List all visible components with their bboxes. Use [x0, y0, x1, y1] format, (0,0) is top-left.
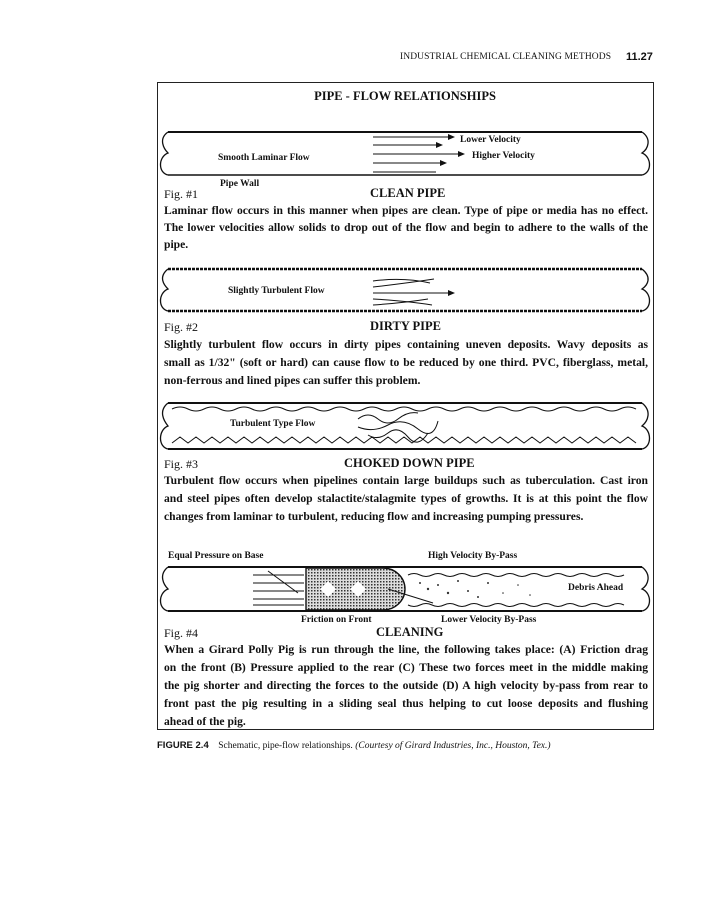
body-line: the pig shorter and directing the forces to the outside (D) A high velocity by-pass from rear to: [164, 679, 648, 692]
fig-number: Fig. #3: [164, 457, 199, 471]
panel-heading: CLEAN PIPE: [370, 186, 446, 200]
caption-text: Schematic, pipe-flow relationships.: [218, 741, 353, 751]
label-pipe-wall: Pipe Wall: [220, 179, 260, 189]
fig-number: Fig. #1: [164, 187, 199, 201]
label-lower-velocity: Lower Velocity: [460, 135, 521, 145]
figure-title: PIPE - FLOW RELATIONSHIPS: [314, 89, 496, 103]
body-line: ahead of the pig.: [164, 715, 246, 728]
label-debris-ahead: Debris Ahead: [568, 583, 624, 593]
running-header: INDUSTRIAL CHEMICAL CLEANING METHODS: [400, 52, 612, 62]
body-line: front past the pig resulting in a sliding seal thus helping to cut loose deposits and flushing: [164, 697, 648, 710]
body-line: small as 1/32" (soft or hard) can cause flow to be reduced by one third. PVC, fiberglass, metal,: [164, 356, 648, 369]
label-smooth-laminar-flow: Smooth Laminar Flow: [218, 153, 310, 163]
figure-caption: [157, 740, 551, 751]
label-friction-on-front: Friction on Front: [301, 615, 372, 625]
body-line: Turbulent flow occurs when pipelines contain large buildups such as tuberculation. Cast iron: [164, 474, 648, 487]
caption-label: FIGURE 2.4: [157, 740, 209, 751]
label-higher-velocity: Higher Velocity: [472, 151, 535, 161]
body-line: non-ferrous and lined pipes can suffer this problem.: [164, 374, 421, 387]
label-equal-pressure-on-base: Equal Pressure on Base: [168, 551, 264, 561]
label-turbulent-type-flow: Turbulent Type Flow: [230, 419, 316, 429]
body-line: changes from laminar to turbulent, reducing flow and increasing pumping pressures.: [164, 510, 584, 523]
panel-heading: DIRTY PIPE: [370, 319, 441, 333]
body-line: The lower velocities allow solids to drop out of the flow and begin to adhere to the walls of the: [164, 221, 648, 234]
label-slightly-turbulent-flow: Slightly Turbulent Flow: [228, 286, 325, 296]
fig-number: Fig. #4: [164, 626, 199, 640]
body-line: Slightly turbulent flow occurs in dirty pipes containing uneven deposits. Wavy deposits as: [164, 338, 648, 351]
caption-credit: (Courtesy of Girard Industries, Inc., Houston, Tex.): [355, 741, 551, 751]
body-line: on the front (B) Pressure applied to the rear (C) These two forces meet in the middle making: [164, 661, 648, 674]
figure-box: [157, 82, 654, 730]
body-line: Laminar flow occurs in this manner when pipes are clean. Type of pipe or media has no effect.: [164, 204, 648, 217]
label-high-velocity-bypass: High Velocity By-Pass: [428, 551, 518, 561]
body-line: When a Girard Polly Pig is run through the line, the following takes place: (A) Friction drag: [164, 643, 648, 656]
panel-heading: CLEANING: [376, 625, 444, 639]
panel-heading: CHOKED DOWN PIPE: [344, 456, 475, 470]
body-line: and steel pipes often develop stalactite/stalagmite types of growths. It is at this point the flow: [164, 492, 648, 505]
label-lower-velocity-bypass: Lower Velocity By-Pass: [441, 615, 537, 625]
page-number: 11.27: [626, 51, 653, 63]
fig-number: Fig. #2: [164, 320, 199, 334]
body-line: pipe.: [164, 238, 189, 251]
